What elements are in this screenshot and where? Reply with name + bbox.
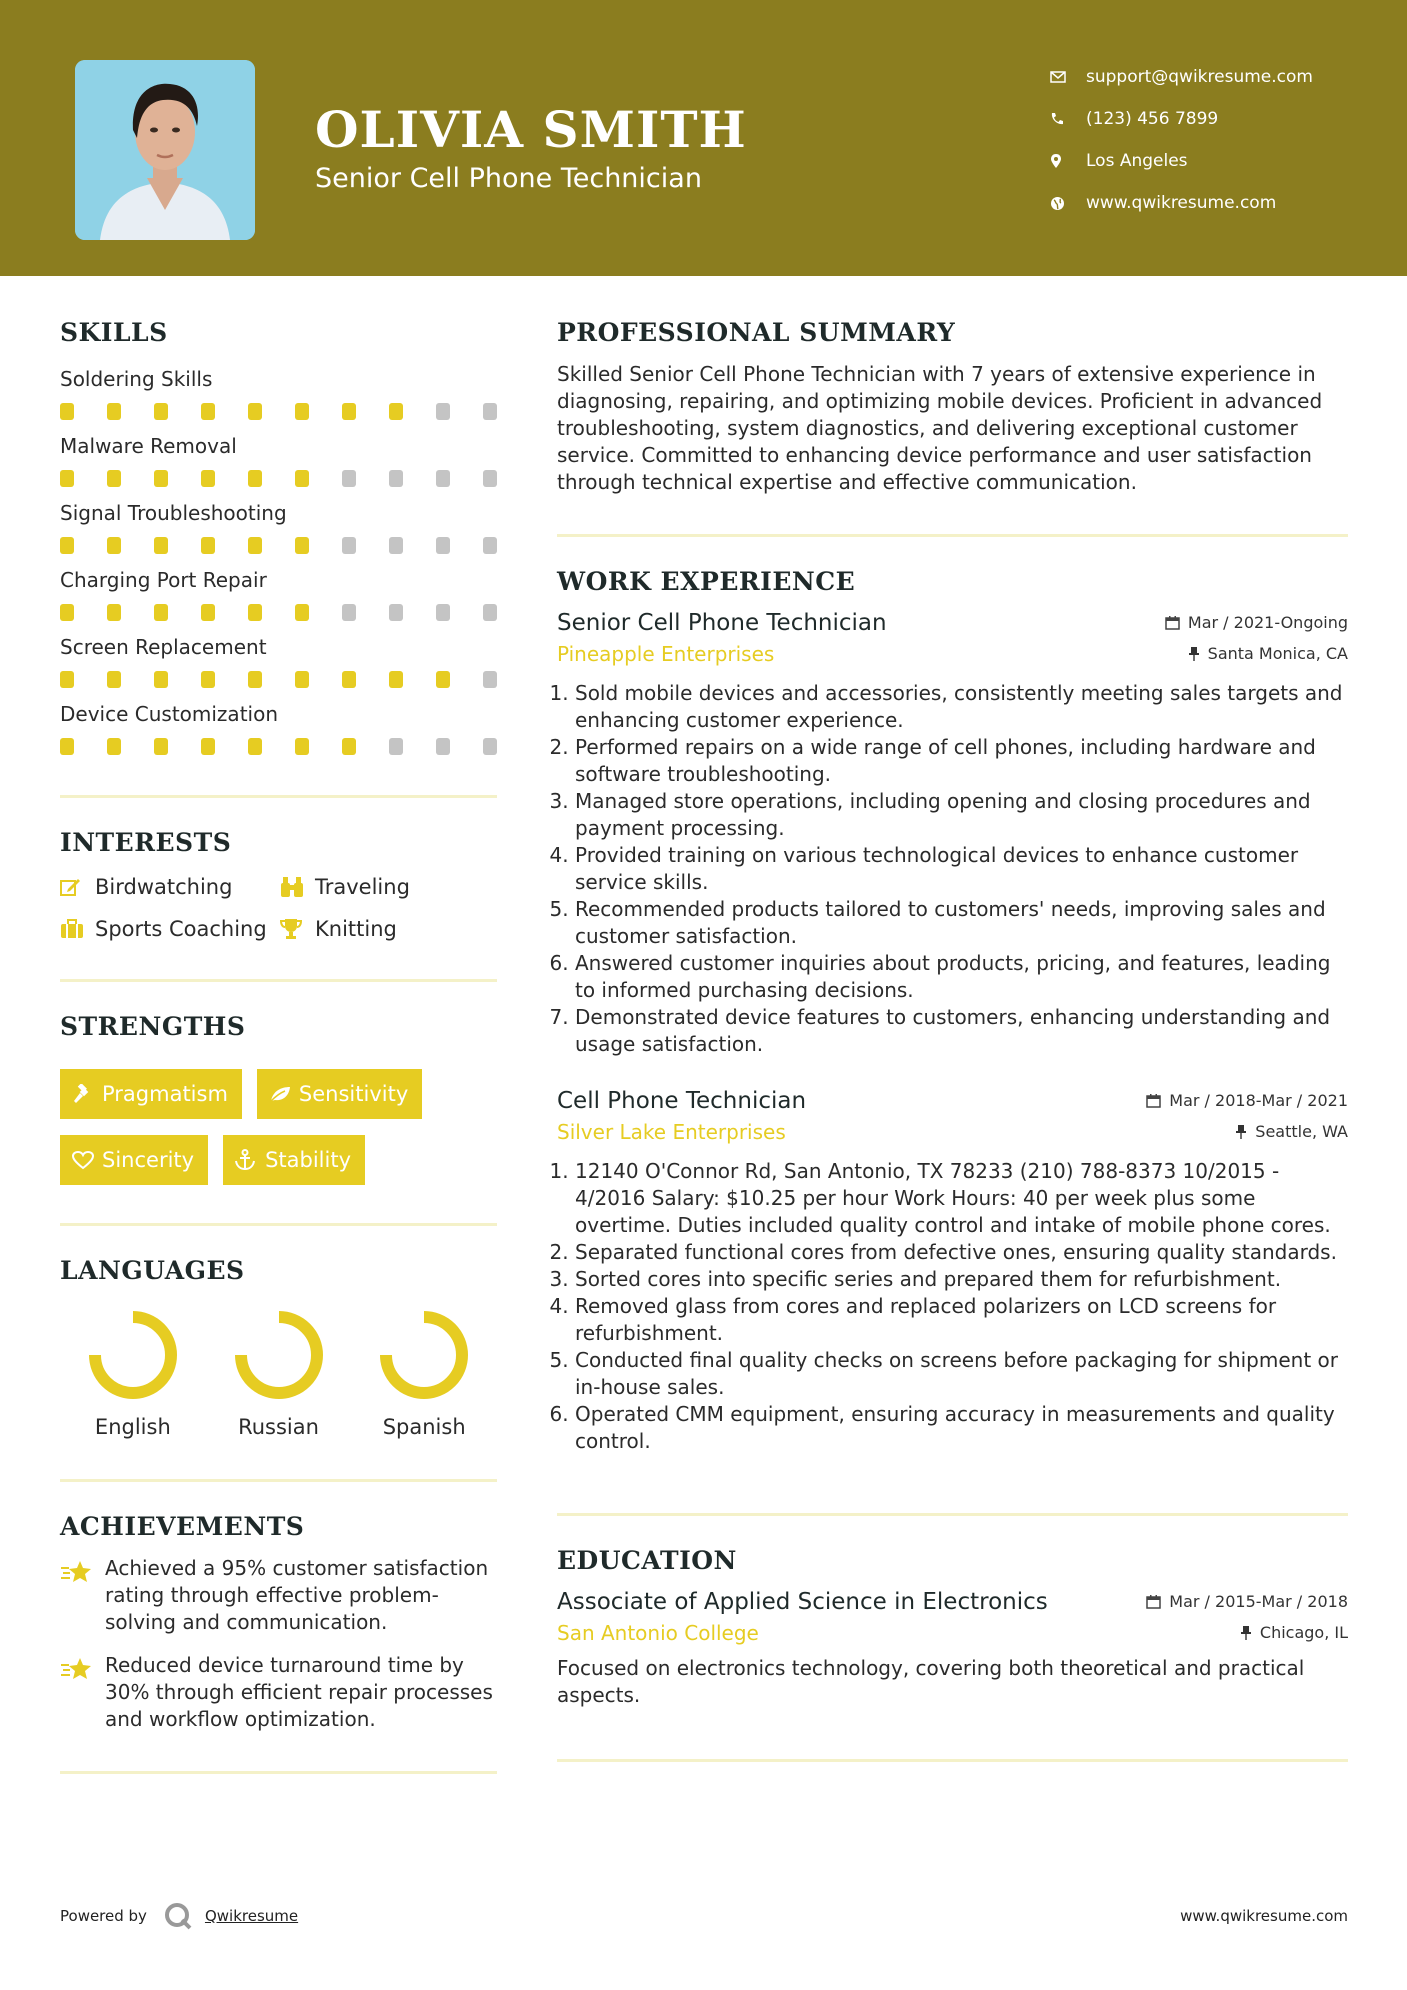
job-entry [557, 1088, 1348, 1455]
skills-section [60, 318, 497, 755]
job-duties-list [557, 680, 1348, 1058]
language-item [60, 1309, 206, 1439]
rating-dot-empty [436, 470, 450, 487]
education-date [1146, 1592, 1348, 1611]
rating-dot-filled [154, 738, 168, 755]
language-level-ring [378, 1309, 470, 1401]
contact-email-text: support@qwikresume.com [1086, 67, 1313, 87]
left-column [60, 318, 497, 1774]
location-icon [1050, 153, 1086, 169]
powered-by-label: Powered by [60, 1907, 147, 1925]
language-item [351, 1309, 497, 1439]
heart-icon [72, 1151, 102, 1170]
rating-dot-filled [107, 470, 121, 487]
pin-icon [1240, 1625, 1252, 1640]
contact-list [1050, 56, 1313, 224]
strength-label: Pragmatism [102, 1082, 228, 1106]
rating-dot-filled [60, 537, 74, 554]
section-divider [557, 1759, 1348, 1762]
achievement-item [60, 1652, 497, 1733]
rating-dot-filled [201, 403, 215, 420]
contact-email[interactable] [1050, 56, 1313, 98]
section-divider [60, 1771, 497, 1774]
rating-dot-filled [60, 403, 74, 420]
rating-dot-empty [389, 537, 403, 554]
rating-dot-filled [295, 470, 309, 487]
education-date-text: Mar / 2015-Mar / 2018 [1169, 1592, 1348, 1611]
achievements-heading: ACHIEVEMENTS [60, 1512, 305, 1541]
summary-heading: PROFESSIONAL SUMMARY [557, 318, 956, 347]
pin-icon [1235, 1124, 1247, 1139]
rating-dot-filled [248, 738, 262, 755]
rating-dot-filled [154, 671, 168, 688]
language-item [206, 1309, 352, 1439]
language-label: Spanish [382, 1415, 466, 1439]
strength-chip [60, 1069, 242, 1119]
interest-item [280, 917, 480, 941]
trophy-icon [280, 918, 315, 940]
rating-dot-empty [483, 738, 497, 755]
rating-dot-filled [342, 738, 356, 755]
skill-name: Malware Removal [60, 434, 237, 458]
list-item: 5. Conducted final quality checks on screens before packaging for shipment or in-house sales. [575, 1347, 1348, 1401]
strengths-list [60, 1069, 497, 1185]
profile-photo [75, 60, 255, 240]
globe-icon [1050, 196, 1086, 211]
list-item: 3. Managed store operations, including opening and closing procedures and payment processing. [575, 788, 1348, 842]
anchor-icon [235, 1149, 265, 1171]
company-name: Pineapple Enterprises [557, 642, 775, 666]
calendar-icon [1165, 615, 1180, 630]
languages-section [60, 1256, 497, 1439]
strength-label: Sensitivity [298, 1082, 409, 1106]
rating-dot-filled [201, 537, 215, 554]
rating-dot-filled [389, 671, 403, 688]
section-divider [60, 795, 497, 798]
footer-url[interactable]: www.qwikresume.com [1180, 1907, 1348, 1925]
skill-name: Soldering Skills [60, 367, 213, 391]
skill-rating [60, 738, 497, 755]
list-item: 2. Separated functional cores from defective ones, ensuring quality standards. [575, 1239, 1348, 1266]
rating-dot-empty [436, 738, 450, 755]
phone-icon [1050, 112, 1086, 126]
binoculars-icon [280, 876, 315, 898]
qwikresume-link[interactable]: Qwikresume [204, 1907, 299, 1925]
education-location [1240, 1623, 1348, 1642]
rating-dot-filled [295, 604, 309, 621]
interest-item [60, 875, 280, 899]
rating-dot-empty [483, 604, 497, 621]
list-item: 3. Sorted cores into specific series and prepared them for refurbishment. [575, 1266, 1348, 1293]
experience-section [557, 567, 1348, 1455]
rating-dot-filled [248, 604, 262, 621]
rating-dot-filled [60, 738, 74, 755]
company-name: Silver Lake Enterprises [557, 1120, 786, 1144]
education-location-text: Chicago, IL [1259, 1623, 1348, 1642]
interests-section [60, 828, 497, 941]
section-divider [60, 1479, 497, 1482]
job-entry [557, 610, 1348, 1058]
rating-dot-empty [436, 403, 450, 420]
language-label: Russian [238, 1415, 319, 1439]
email-icon [1050, 71, 1086, 83]
strengths-section [60, 1012, 497, 1185]
powered-by [60, 1901, 298, 1931]
language-level-ring [87, 1309, 179, 1401]
summary-section [557, 318, 1348, 496]
rating-dot-filled [154, 537, 168, 554]
job-header [557, 1088, 1348, 1114]
achievement-text: Reduced device turnaround time by 30% through efficient repair processes and workflow optimization. [105, 1653, 493, 1731]
rating-dot-empty [483, 403, 497, 420]
rating-dot-filled [201, 470, 215, 487]
language-label: English [94, 1415, 171, 1439]
rating-dot-filled [248, 470, 262, 487]
rating-dot-filled [154, 470, 168, 487]
rating-dot-empty [483, 671, 497, 688]
rating-dot-filled [201, 604, 215, 621]
rating-dot-filled [201, 738, 215, 755]
rating-dot-empty [483, 470, 497, 487]
degree-title: Associate of Applied Science in Electronics [557, 1589, 1048, 1615]
achievements-section [60, 1512, 497, 1733]
languages-list [60, 1309, 497, 1439]
rating-dot-filled [295, 403, 309, 420]
pencil-icon [60, 877, 95, 897]
job-date [1146, 1091, 1348, 1110]
resume-header [0, 0, 1407, 276]
job-header [557, 610, 1348, 636]
skill-name: Charging Port Repair [60, 568, 267, 592]
skill-rating [60, 604, 497, 621]
skill-rating [60, 671, 497, 688]
education-heading: EDUCATION [557, 1546, 737, 1575]
list-item: 1. Sold mobile devices and accessories, consistently meeting sales targets and enhancing customer experience. [575, 680, 1348, 734]
strength-chip [223, 1135, 365, 1185]
rating-dot-filled [60, 604, 74, 621]
gavel-icon [72, 1084, 102, 1104]
rating-dot-empty [342, 470, 356, 487]
candidate-role: Senior Cell Phone Technician [315, 163, 702, 194]
interest-item [60, 917, 280, 941]
rating-dot-filled [107, 537, 121, 554]
section-divider [60, 979, 497, 982]
contact-website-text: www.qwikresume.com [1086, 193, 1277, 213]
job-date-text: Mar / 2021-Ongoing [1187, 613, 1348, 632]
skill-name: Device Customization [60, 702, 278, 726]
strength-label: Stability [265, 1148, 352, 1172]
interest-label: Sports Coaching [95, 917, 267, 941]
interest-item [280, 875, 480, 899]
rating-dot-filled [295, 537, 309, 554]
rating-dot-filled [342, 403, 356, 420]
rating-dot-empty [483, 537, 497, 554]
page-footer [60, 1898, 1348, 1934]
job-location-text: Santa Monica, CA [1207, 644, 1348, 663]
education-section [557, 1546, 1348, 1709]
rating-dot-filled [248, 403, 262, 420]
section-divider [557, 534, 1348, 537]
rating-dot-filled [248, 671, 262, 688]
rating-dot-filled [201, 671, 215, 688]
languages-heading: LANGUAGES [60, 1256, 245, 1285]
star-icon [60, 1652, 105, 1733]
rating-dot-empty [436, 604, 450, 621]
rating-dot-filled [107, 738, 121, 755]
skill-rating [60, 403, 497, 420]
list-item: 4. Provided training on various technological devices to enhance customer service skills. [575, 842, 1348, 896]
interests-list [60, 875, 497, 941]
job-subheader [557, 1120, 1348, 1144]
briefcase-icon [60, 919, 95, 939]
interest-label: Birdwatching [95, 875, 233, 899]
job-date-text: Mar / 2018-Mar / 2021 [1169, 1091, 1348, 1110]
interest-label: Knitting [315, 917, 397, 941]
skill-name: Signal Troubleshooting [60, 501, 287, 525]
achievement-text: Achieved a 95% customer satisfaction rating through effective problem-solving and communication. [105, 1556, 489, 1634]
list-item: 6. Operated CMM equipment, ensuring accuracy in measurements and quality control. [575, 1401, 1348, 1455]
contact-location [1050, 140, 1313, 182]
contact-phone[interactable] [1050, 98, 1313, 140]
list-item: 2. Performed repairs on a wide range of cell phones, including hardware and software troubleshooting. [575, 734, 1348, 788]
strength-chip [60, 1135, 208, 1185]
job-date [1165, 613, 1348, 632]
rating-dot-filled [248, 537, 262, 554]
qwikresume-logo-icon [163, 1901, 193, 1931]
list-item: 7. Demonstrated device features to customers, enhancing understanding and usage satisfaction. [575, 1004, 1348, 1058]
rating-dot-filled [342, 671, 356, 688]
strength-label: Sincerity [102, 1148, 195, 1172]
job-subheader [557, 642, 1348, 666]
interests-heading: INTERESTS [60, 828, 232, 857]
strength-chip [257, 1069, 422, 1119]
skills-heading: SKILLS [60, 318, 168, 347]
pin-icon [1188, 646, 1200, 661]
rating-dot-filled [107, 403, 121, 420]
job-location [1235, 1122, 1348, 1141]
strengths-heading: STRENGTHS [60, 1012, 246, 1041]
rating-dot-filled [295, 738, 309, 755]
job-location-text: Seattle, WA [1255, 1122, 1348, 1141]
rating-dot-filled [107, 671, 121, 688]
list-item: 5. Recommended products tailored to customers' needs, improving sales and customer satisfaction. [575, 896, 1348, 950]
rating-dot-empty [342, 604, 356, 621]
portrait-image [75, 60, 255, 240]
job-title: Cell Phone Technician [557, 1088, 807, 1114]
school-name: San Antonio College [557, 1621, 759, 1645]
skills-list [60, 367, 497, 755]
achievement-item [60, 1555, 497, 1636]
education-description: Focused on electronics technology, covering both theoretical and practical aspects. [557, 1656, 1305, 1707]
list-item: 1. 12140 O'Connor Rd, San Antonio, TX 78233 (210) 788-8373 10/2015 - 4/2016 Salary: $10.25 per hour Work Hours: 40 per week plus some overtime. Duties included quality control and intake of mobile phone cores. [575, 1158, 1348, 1239]
rating-dot-empty [389, 738, 403, 755]
rating-dot-empty [436, 537, 450, 554]
interest-label: Traveling [315, 875, 410, 899]
skill-rating [60, 537, 497, 554]
job-location [1188, 644, 1348, 663]
language-level-ring [233, 1309, 325, 1401]
section-divider [557, 1513, 1348, 1516]
contact-website[interactable] [1050, 182, 1313, 224]
list-item: 6. Answered customer inquiries about products, pricing, and features, leading to informed purchasing decisions. [575, 950, 1348, 1004]
rating-dot-filled [107, 604, 121, 621]
experience-heading: WORK EXPERIENCE [557, 567, 856, 596]
rating-dot-filled [295, 671, 309, 688]
rating-dot-filled [60, 671, 74, 688]
rating-dot-filled [154, 403, 168, 420]
section-divider [60, 1223, 497, 1226]
star-icon [60, 1555, 105, 1636]
rating-dot-filled [389, 403, 403, 420]
job-title: Senior Cell Phone Technician [557, 610, 887, 636]
education-header [557, 1589, 1348, 1615]
contact-location-text: Los Angeles [1086, 151, 1188, 171]
rating-dot-empty [389, 470, 403, 487]
contact-phone-text: (123) 456 7899 [1086, 109, 1219, 129]
summary-text: Skilled Senior Cell Phone Technician with 7 years of extensive experience in diagnosing, repairing, and optimizing mobile devices. Proficient in advanced troubleshooting, system diagnostics, and delivering exceptional customer service. Committed to enhancing device performance and user satisfaction through technical expertise and effective communication. [557, 362, 1323, 494]
calendar-icon [1146, 1093, 1161, 1108]
rating-dot-filled [154, 604, 168, 621]
rating-dot-empty [389, 604, 403, 621]
education-subheader [557, 1621, 1348, 1645]
skill-rating [60, 470, 497, 487]
job-duties-list [557, 1158, 1348, 1455]
candidate-name: OLIVIA SMITH [315, 100, 747, 159]
skill-name: Screen Replacement [60, 635, 267, 659]
rating-dot-filled [436, 671, 450, 688]
rating-dot-empty [342, 537, 356, 554]
list-item: 4. Removed glass from cores and replaced polarizers on LCD screens for refurbishment. [575, 1293, 1348, 1347]
rating-dot-filled [60, 470, 74, 487]
leaf-icon [269, 1085, 299, 1103]
right-column [557, 318, 1348, 1762]
calendar-icon [1146, 1594, 1161, 1609]
